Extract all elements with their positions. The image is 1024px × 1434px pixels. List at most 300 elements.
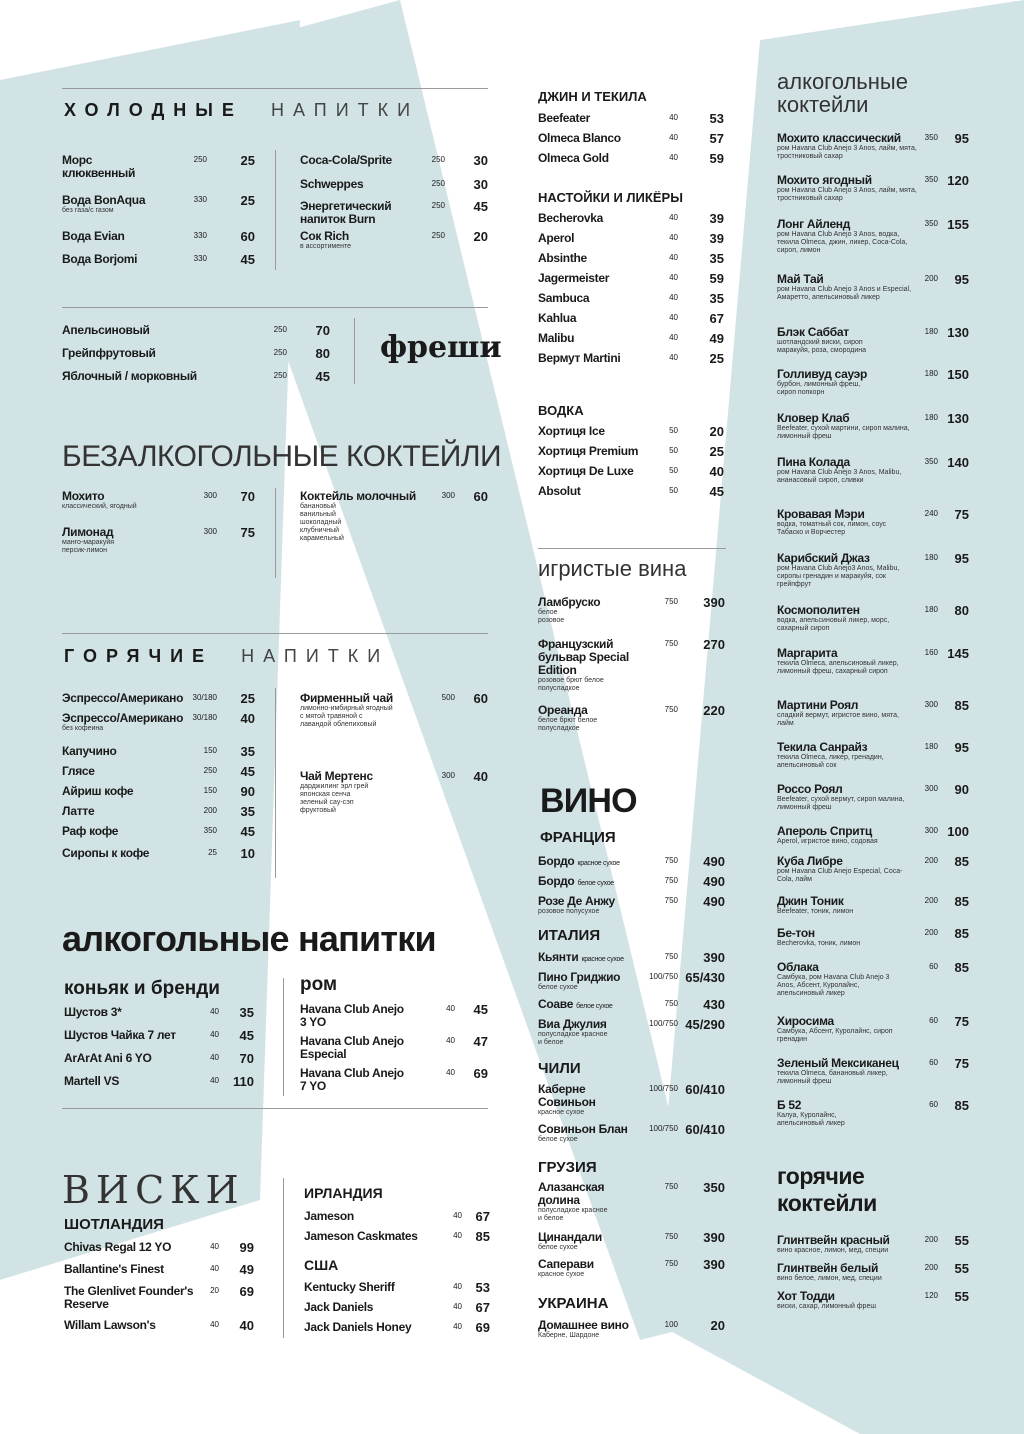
item-price: 59 (709, 151, 724, 166)
item-price: 69 (473, 1066, 488, 1081)
sparkling-wine-list (538, 596, 728, 744)
item-price: 39 (709, 211, 724, 226)
item-price: 55 (954, 1261, 969, 1276)
menu-item (64, 1006, 264, 1029)
item-name: Фирменный чай (300, 691, 393, 705)
menu-item (62, 785, 262, 805)
item-name: Absinthe (538, 251, 587, 265)
menu-item (538, 998, 728, 1018)
item-volume: 300 (441, 491, 455, 500)
item-price: 100 (947, 824, 969, 839)
menu-item (777, 1290, 972, 1318)
cognac-title: коньяк и бренди (64, 978, 220, 999)
item-name: Энергетический напиток Burn (300, 199, 392, 226)
item-name: Саперави (538, 1257, 594, 1271)
item-name: Капучино (62, 744, 117, 758)
usa-title: США (304, 1257, 339, 1273)
item-price: 350 (703, 1180, 725, 1195)
menu-item (538, 445, 728, 465)
france-title: ФРАНЦИЯ (540, 829, 616, 846)
ukraine-title: УКРАИНА (538, 1295, 609, 1312)
item-volume: 120 (924, 1291, 938, 1300)
item-desc: текила Olmeca, ликер, гренадин, апельсиновый сок (777, 754, 884, 769)
divider (275, 150, 276, 270)
item-price: 65/430 (685, 970, 725, 985)
item-price: 90 (954, 782, 969, 797)
item-name: Голливуд сауэр (777, 367, 868, 381)
cold-drinks-left-list (62, 154, 262, 276)
rum-title: ром (300, 974, 338, 995)
item-name: Облака (777, 960, 819, 974)
item-name: Бордо (538, 854, 575, 868)
item-volume: 180 (924, 605, 938, 614)
item-volume: 40 (669, 273, 678, 282)
item-volume: 100/750 (649, 1084, 678, 1093)
menu-item (538, 112, 728, 132)
item-name: Havana Club Anejo Especial (300, 1034, 404, 1061)
menu-item (538, 485, 728, 505)
item-volume: 330 (193, 231, 207, 240)
menu-item (64, 1319, 264, 1341)
item-price: 85 (954, 926, 969, 941)
hot-drinks-right-list (300, 692, 490, 840)
item-price: 390 (703, 595, 725, 610)
menu-item (62, 490, 262, 526)
item-name: Цинандали (538, 1230, 602, 1244)
ukraine-wine-list (538, 1319, 728, 1345)
item-volume: 160 (924, 648, 938, 657)
item-desc: ром Havana Club Anejo3 Anos, Malibu, сиропы гренадин и маракуйя, сок грейпфрут (777, 565, 900, 588)
item-desc: белое сухое (577, 880, 614, 887)
item-volume: 150 (203, 786, 217, 795)
item-desc: Каберне, Шардоне (538, 1332, 600, 1339)
menu-item (538, 292, 728, 312)
item-desc: лимонно-имбирный ягодный с мятой травяной с лавандой облепиховый (300, 705, 393, 728)
item-name: ArArAt Ani 6 YO (64, 1051, 152, 1065)
item-price: 60 (473, 489, 488, 504)
item-name: Глинтвейн белый (777, 1261, 879, 1275)
divider (275, 488, 276, 578)
item-volume: 750 (664, 705, 678, 714)
item-volume: 40 (210, 1053, 219, 1062)
menu-item (62, 765, 262, 785)
divider (62, 1108, 488, 1109)
georgia-title: ГРУЗИЯ (538, 1159, 597, 1176)
item-volume: 50 (669, 426, 678, 435)
item-desc: Калуа, Куролайнс, апельсиновый ликер (777, 1112, 845, 1127)
menu-item (304, 1230, 494, 1250)
item-name: Розе Де Анжу (538, 894, 615, 908)
item-price: 60 (240, 229, 255, 244)
item-name: Coca-Cola/Sprite (300, 153, 392, 167)
menu-item (538, 951, 728, 971)
item-name: Пино Гриджио (538, 970, 621, 984)
item-price: 155 (947, 217, 969, 232)
item-price: 85 (954, 1098, 969, 1113)
item-volume: 40 (669, 133, 678, 142)
france-wine-list (538, 855, 728, 923)
item-volume: 200 (924, 896, 938, 905)
menu-item (538, 1181, 728, 1231)
menu-item (300, 1035, 490, 1067)
item-desc: текила Olmeca, банановый ликер, лимонный фреш (777, 1070, 888, 1085)
menu-item (538, 1083, 728, 1123)
item-desc: виски, сахар, лимонный фреш (777, 1303, 876, 1310)
menu-item (777, 783, 972, 825)
item-desc: ром Havana Club Anejo 3 Anos, лайм, мята, тростниковый сахар (777, 145, 917, 160)
italy-wine-list (538, 951, 728, 1056)
whisky-title: ВИСКИ (62, 1168, 245, 1212)
item-desc: ром Havana Club Anejo 3 Anos, лайм, мята, тростниковый сахар (777, 187, 917, 202)
menu-item (538, 895, 728, 923)
item-volume: 200 (203, 806, 217, 815)
item-price: 130 (947, 411, 969, 426)
item-desc: классический, ягодный (62, 503, 137, 510)
menu-item (304, 1321, 494, 1341)
item-desc: ром Havana Club Anejo 3 Anos и Especial, Амаретто, апельсиновый ликер (777, 286, 912, 301)
item-price: 40 (239, 1318, 254, 1333)
liqueurs-title: НАСТОЙКИ И ЛИКЁРЫ (538, 190, 683, 205)
item-name: Хот Тодди (777, 1289, 835, 1303)
item-desc: Becherovka, тоник, лимон (777, 940, 861, 947)
item-name: Кьянти (538, 950, 579, 964)
menu-item (777, 412, 972, 456)
item-desc: розовое брют белое полусладкое (538, 677, 604, 692)
item-name: Лимонад (62, 525, 114, 539)
item-price: 80 (954, 603, 969, 618)
item-desc: красное сухое (538, 1271, 585, 1278)
menu-item (538, 855, 728, 875)
item-name: Россо Роял (777, 782, 843, 796)
menu-item (64, 1263, 264, 1285)
menu-item (304, 1301, 494, 1321)
item-volume: 40 (669, 113, 678, 122)
divider (62, 633, 488, 634)
item-price: 45 (239, 1028, 254, 1043)
liqueurs-list (538, 212, 728, 372)
item-name: Хортиця De Luxe (538, 464, 634, 478)
item-volume: 300 (441, 771, 455, 780)
item-price: 90 (240, 784, 255, 799)
item-name: Sambuca (538, 291, 590, 305)
item-volume: 750 (664, 999, 678, 1008)
item-desc: без кофеина (62, 725, 104, 732)
menu-item (777, 855, 972, 895)
menu-item (62, 154, 262, 194)
item-volume: 350 (924, 133, 938, 142)
divider (62, 88, 488, 89)
menu-item (62, 805, 262, 825)
vodka-title: ВОДКА (538, 403, 584, 418)
item-name: Кровавая Мэри (777, 507, 865, 521)
menu-item (64, 1075, 264, 1098)
item-price: 390 (703, 1230, 725, 1245)
item-name: Глинтвейн красный (777, 1233, 890, 1247)
menu-item (777, 741, 972, 783)
menu-item (777, 647, 972, 699)
menu-item (62, 847, 262, 867)
item-name: Malibu (538, 331, 575, 345)
menu-item (62, 194, 262, 230)
item-volume: 500 (441, 693, 455, 702)
item-desc: полусладкое красное и белое (538, 1207, 608, 1222)
item-price: 30 (473, 153, 488, 168)
menu-item (62, 712, 262, 745)
item-price: 60/410 (685, 1122, 725, 1137)
item-volume: 30/180 (192, 713, 217, 722)
item-name: Jagermeister (538, 271, 610, 285)
item-price: 95 (954, 740, 969, 755)
menu-item (777, 895, 972, 927)
item-name: Kahlua (538, 311, 577, 325)
item-price: 45 (709, 484, 724, 499)
menu-item (538, 332, 728, 352)
menu-item (64, 1029, 264, 1052)
item-price: 20 (473, 229, 488, 244)
cold-drinks-title: ХОЛОДНЫЕ НАПИТКИ (64, 100, 420, 120)
menu-item (777, 1234, 972, 1262)
ireland-list (304, 1210, 494, 1250)
item-price: 120 (947, 173, 969, 188)
menu-item (62, 692, 262, 712)
item-volume: 50 (669, 466, 678, 475)
item-desc: водка, апельсиновый ликер, морс, сахарный сироп (777, 617, 890, 632)
fresh-title: фреши (380, 330, 502, 365)
item-volume: 200 (924, 856, 938, 865)
menu-item (777, 326, 972, 368)
item-volume: 750 (664, 876, 678, 885)
item-volume: 40 (669, 353, 678, 362)
item-desc: бурбон, лимонный фреш, сироп попкорн (777, 381, 861, 396)
item-price: 60/410 (685, 1082, 725, 1097)
item-volume: 40 (210, 1076, 219, 1085)
item-price: 95 (954, 272, 969, 287)
item-name: Б 52 (777, 1098, 802, 1112)
item-volume: 40 (210, 1242, 219, 1251)
item-name: Каберне Совиньон (538, 1082, 596, 1109)
item-desc: белое сухое (538, 984, 578, 991)
item-price: 69 (239, 1284, 254, 1299)
rum-list (300, 1003, 490, 1099)
item-price: 10 (240, 846, 255, 861)
menu-item (538, 425, 728, 445)
item-volume: 330 (193, 254, 207, 263)
scotland-title: ШОТЛАНДИЯ (64, 1216, 164, 1233)
item-name: Глясе (62, 764, 95, 778)
sparkling-wine-title: игристые вина (538, 556, 687, 581)
menu-item (304, 1281, 494, 1301)
chile-wine-list (538, 1083, 728, 1159)
item-price: 75 (240, 525, 255, 540)
item-name: Aperol (538, 231, 575, 245)
item-name: Хортиця Premium (538, 444, 639, 458)
item-desc: Beefeater, тоник, лимон (777, 908, 854, 915)
item-price: 53 (475, 1280, 490, 1295)
item-price: 67 (475, 1209, 490, 1224)
fresh-juice-list (62, 324, 342, 393)
item-price: 47 (473, 1034, 488, 1049)
item-price: 110 (233, 1074, 254, 1089)
item-desc: без газа/с газом (62, 207, 114, 214)
item-volume: 40 (453, 1211, 462, 1220)
menu-item (538, 212, 728, 232)
item-volume: 250 (273, 348, 287, 357)
item-price: 270 (703, 637, 725, 652)
divider (62, 307, 488, 308)
item-volume: 40 (210, 1320, 219, 1329)
item-name: Эспрессо/Американо (62, 711, 184, 725)
menu-item (62, 370, 342, 393)
item-name: Martell VS (64, 1074, 120, 1088)
item-volume: 350 (924, 175, 938, 184)
item-volume: 250 (193, 155, 207, 164)
item-volume: 40 (669, 313, 678, 322)
item-price: 30 (473, 177, 488, 192)
item-name: Грейпфрутовый (62, 346, 156, 360)
menu-item (300, 154, 490, 178)
item-volume: 40 (669, 213, 678, 222)
menu-item (538, 312, 728, 332)
item-price: 25 (240, 193, 255, 208)
item-volume: 40 (669, 233, 678, 242)
item-desc: красное сухое (538, 1109, 585, 1116)
item-volume: 200 (924, 1235, 938, 1244)
item-volume: 40 (453, 1302, 462, 1311)
menu-item (300, 490, 490, 580)
menu-item (62, 347, 342, 370)
item-volume: 40 (669, 253, 678, 262)
item-volume: 300 (203, 491, 217, 500)
item-volume: 100/750 (649, 1124, 678, 1133)
item-price: 55 (954, 1233, 969, 1248)
item-name: Хиросима (777, 1014, 834, 1028)
item-volume: 350 (924, 457, 938, 466)
item-name: Соаве (538, 997, 574, 1011)
item-name: Chivas Regal 12 YO (64, 1240, 172, 1254)
hot-drinks-title: ГОРЯЧИЕ НАПИТКИ (64, 646, 390, 666)
item-desc: Beefeater, сухой мартини, сироп малина, лимонный фреш (777, 425, 910, 440)
item-volume: 180 (924, 327, 938, 336)
menu-item (64, 1052, 264, 1075)
item-name: Ореанда (538, 703, 588, 717)
item-volume: 100/750 (649, 972, 678, 981)
menu-item (538, 704, 728, 744)
item-name: Лонг Айленд (777, 217, 851, 231)
item-volume: 250 (273, 371, 287, 380)
menu-item (777, 1057, 972, 1099)
item-name: Бе-тон (777, 926, 815, 940)
item-name: Мартини Роял (777, 698, 859, 712)
item-price: 70 (240, 489, 255, 504)
item-name: Хортиця Ice (538, 424, 605, 438)
item-name: Пина Колада (777, 455, 850, 469)
item-name: Апельсиновый (62, 323, 150, 337)
item-volume: 60 (929, 1058, 938, 1067)
divider (275, 688, 276, 878)
cold-drinks-right-list (300, 154, 490, 260)
item-volume: 40 (453, 1322, 462, 1331)
item-name: Jack Daniels (304, 1300, 374, 1314)
hot-drinks-left-list (62, 692, 262, 867)
menu-item (538, 1258, 728, 1285)
item-name: Jameson (304, 1209, 354, 1223)
menu-item (62, 825, 262, 847)
menu-item (300, 1067, 490, 1099)
item-volume: 40 (669, 293, 678, 302)
item-name: Вода BonAqua (62, 193, 146, 207)
item-name: Кловер Клаб (777, 411, 850, 425)
item-price: 45 (240, 764, 255, 779)
menu-item (538, 971, 728, 998)
item-price: 85 (954, 894, 969, 909)
item-volume: 750 (664, 1232, 678, 1241)
item-volume: 40 (446, 1068, 455, 1077)
item-volume: 100 (664, 1320, 678, 1329)
item-name: Маргарита (777, 646, 838, 660)
item-name: Сок Rich (300, 229, 349, 243)
item-name: Becherovka (538, 211, 604, 225)
item-price: 140 (947, 455, 969, 470)
item-volume: 60 (929, 1100, 938, 1109)
menu-item (777, 218, 972, 273)
item-volume: 250 (431, 179, 445, 188)
divider (283, 1178, 284, 1338)
item-price: 25 (709, 351, 724, 366)
italy-title: ИТАЛИЯ (538, 927, 601, 944)
item-desc: вино красное, лимон, мед, специи (777, 1247, 889, 1254)
item-price: 390 (703, 1257, 725, 1272)
item-price: 95 (954, 131, 969, 146)
item-volume: 60 (929, 1016, 938, 1025)
georgia-wine-list (538, 1181, 728, 1285)
item-desc: текила Olmeca, апельсиновый ликер, лимонный фреш, сахарный сироп (777, 660, 899, 675)
item-name: Яблочный / морковный (62, 369, 197, 383)
item-volume: 350 (203, 826, 217, 835)
item-name: Апероль Спритц (777, 824, 872, 838)
menu-item (538, 352, 728, 372)
usa-list (304, 1281, 494, 1341)
item-name: Willam Lawson's (64, 1318, 156, 1332)
item-name: Сиропы к кофе (62, 846, 150, 860)
item-price: 95 (954, 551, 969, 566)
item-name: Мохито (62, 489, 105, 503)
item-volume: 350 (924, 219, 938, 228)
item-price: 490 (703, 854, 725, 869)
item-price: 55 (954, 1289, 969, 1304)
item-name: Вермут Martini (538, 351, 621, 365)
item-price: 490 (703, 874, 725, 889)
item-price: 39 (709, 231, 724, 246)
item-name: Латте (62, 804, 95, 818)
item-volume: 180 (924, 553, 938, 562)
item-desc: банановый ванильный шоколадный клубничный карамельный (300, 503, 344, 542)
item-volume: 40 (669, 333, 678, 342)
item-price: 69 (475, 1320, 490, 1335)
menu-item (777, 961, 972, 1015)
item-name: Блэк Саббат (777, 325, 849, 339)
menu-item (777, 174, 972, 218)
item-price: 40 (240, 711, 255, 726)
item-volume: 40 (210, 1264, 219, 1273)
item-price: 40 (473, 769, 488, 784)
item-volume: 40 (453, 1231, 462, 1240)
item-price: 80 (315, 346, 330, 361)
item-price: 20 (709, 424, 724, 439)
item-price: 40 (709, 464, 724, 479)
alcoholic-drinks-title: алкогольные напитки (62, 918, 436, 959)
menu-item (300, 230, 490, 260)
menu-item (777, 1015, 972, 1057)
